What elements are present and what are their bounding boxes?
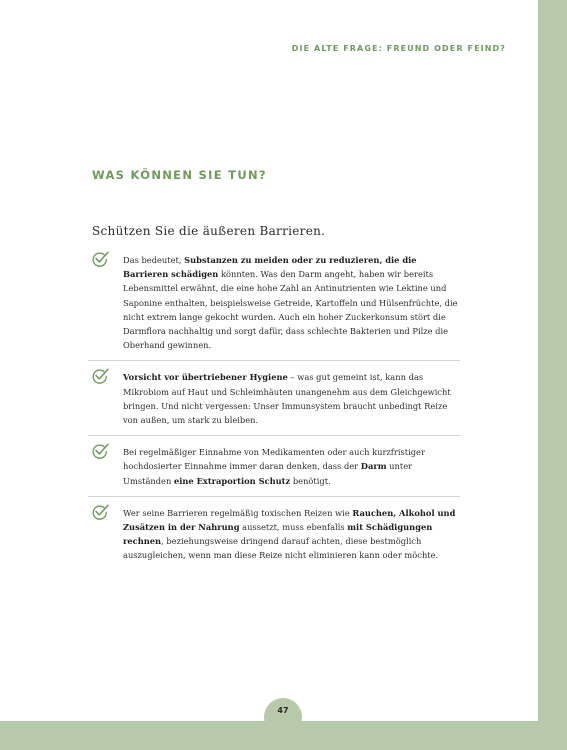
body-text: , beziehungsweise dringend darauf achten, diese bestmöglich auszugleichen, wenn man diese Reize nicht eliminieren kann oder möchte. (123, 536, 439, 561)
body-text: Wer seine Barrieren regelmäßig toxischen Reizen wie (123, 507, 353, 518)
body-text: benötigt. (290, 475, 331, 486)
emphasis-text: Rauchen, Alkohol und Zusätzen in der Nahrung (123, 507, 456, 533)
checklist-item-text (123, 506, 460, 563)
emphasis-text: eine Extraportion Schutz (173, 475, 291, 486)
body-text: könnten. Was den Darm angeht, haben wir bereits Lebensmittel erwähnt, die eine hohe Zahl an Antinutrienten wie Lektine und Saponine enthalten, beispielsweise Getreide, Kartoffeln und Hülsenfrüchte, die nicht extrem lange gekocht wurden. Auch ein hoher Zuckerkonsum stört die Darmflora nachhaltig und sorgt dafür, dass schlechte Bakterien und Pilze die Oberhand gewinnen. (123, 269, 458, 351)
checkmark-circle-icon (91, 367, 109, 385)
body-text: unter Umständen (123, 461, 413, 486)
checkmark-circle-icon (91, 250, 109, 268)
checklist-item (88, 250, 460, 361)
body-text: – was gut gemeint ist, kann das Mikrobiom auf Haut und Schleimhäuten unangenehm aus dem Gleichgewicht bringen. Und nicht vergessen: Unser Immunsystem braucht unbedingt Reize von außen, um stark zu bleiben. (123, 372, 451, 426)
body-text: Bei regelmäßiger Einnahme von Medikamenten oder auch kurzfristiger hochdosierter Einnahme immer daran denken, dass der (123, 447, 425, 472)
checklist-item-text (123, 370, 460, 427)
emphasis-text: mit Schädigungen rechnen (123, 522, 433, 547)
emphasis-text: Substanzen zu meiden oder zu reduzieren, die die Barrieren schädigen (123, 255, 417, 280)
checkmark-circle-icon (91, 442, 109, 460)
checklist-item (88, 367, 460, 436)
body-text: Das bedeutet, (123, 255, 185, 265)
checklist (88, 250, 460, 577)
checklist-item (88, 442, 460, 497)
checklist-item (88, 503, 460, 571)
checklist-item-text (123, 445, 460, 488)
body-text: aussetzt, muss ebenfalls (239, 522, 348, 533)
emphasis-text: Darm (360, 461, 387, 472)
checkmark-circle-icon (91, 503, 109, 521)
page-number-tab (264, 698, 302, 736)
section-heading: WAS KÖNNEN SIE TUN? (92, 168, 267, 182)
running-header: DIE ALTE FRAGE: FREUND ODER FEIND? (291, 44, 506, 53)
emphasis-text: Vorsicht vor übertriebener Hygiene (123, 372, 288, 383)
checklist-item-text (123, 253, 460, 352)
section-subheading: Schützen Sie die äußeren Barrieren. (92, 224, 326, 238)
page-number: 47 (277, 706, 289, 715)
